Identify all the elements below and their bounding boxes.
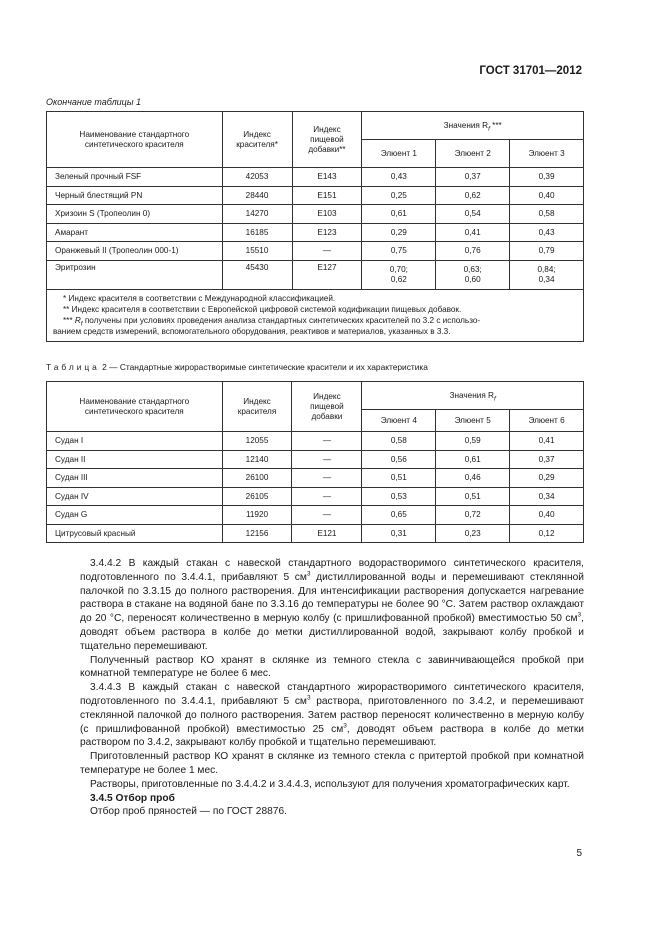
note-2: ** Индекс красителя в соответствии с Европейской цифровой системой кодификации пищевых добавок. <box>63 304 462 314</box>
table-row: Судан III 26100 — 0,51 0,46 0,29 <box>47 469 584 488</box>
table-row: Судан II 12140 — 0,56 0,61 0,37 <box>47 450 584 469</box>
table-row: Судан G 11920 — 0,65 0,72 0,40 <box>47 506 584 525</box>
standard-number: ГОСТ 31701—2012 <box>479 65 582 77</box>
note-3-cont: ванием средств измерений, вспомогательного оборудования, реактивов и материалов, указанных в 3.3. <box>53 326 451 336</box>
table-row: Хризоин S (Тропеолин 0) 14270 E103 0,61 0,54 0,58 <box>47 205 584 224</box>
paragraph-solutions: Растворы, приготовленные по 3.4.4.2 и 3.4.4.3, используют для получения хроматографических карт. <box>90 778 570 790</box>
paragraph-storage-2: Приготовленный раствор КО хранят в склянке из темного стекла с притертой пробкой при комнатной температуре не более 1 мес. <box>80 751 584 776</box>
header-eluent-5: Элюент 5 <box>436 410 510 432</box>
table-row: Черный блестящий PN 28440 E151 0,25 0,62 0,40 <box>47 186 584 205</box>
table-row: Эритрозин 45430 E127 0,70; 0,62 0,63; 0,60 0,84; 0,34 <box>47 260 584 289</box>
table-row: Цитрусовый красный 12156 E121 0,31 0,23 0,12 <box>47 524 584 543</box>
section-heading: 3.4.5 Отбор проб <box>90 792 175 804</box>
header-eluent-4: Элюент 4 <box>362 410 436 432</box>
header-index: Индекс красителя* <box>222 112 292 168</box>
header-index: Индекс красителя <box>222 382 292 432</box>
header-eluent-3: Элюент 3 <box>510 140 584 168</box>
table2-caption: Таблица 2 — Стандартные жирорастворимые синтетические красители и их характеристика <box>46 362 428 372</box>
header-eluent-6: Элюент 6 <box>510 410 584 432</box>
header-food: Индекс пищевой добавки <box>292 382 362 432</box>
table-2 <box>46 381 584 543</box>
table-row: Оранжевый II (Тропеолин 000-1) 15510 — 0,75 0,76 0,79 <box>47 242 584 261</box>
table-row: Судан IV 26105 — 0,53 0,51 0,34 <box>47 487 584 506</box>
header-eluent-2: Элюент 2 <box>436 140 510 168</box>
header-rf: Значения $R_f$ <box>362 382 584 410</box>
table1-caption: Окончание таблицы 1 <box>46 97 141 107</box>
header-eluent-1: Элюент 1 <box>362 140 436 168</box>
table-row: Амарант 16185 E123 0,29 0,41 0,43 <box>47 223 584 242</box>
header-rf: Значения $R_f$ *** <box>362 112 584 140</box>
page-number: 5 <box>576 848 582 859</box>
body-text <box>80 557 584 819</box>
header-name: Наименование стандартного синтетического красителя <box>47 112 223 168</box>
note-3: *** $R_f$ получены при условиях проведения анализа стандартных синтетических красителей по 3.2 с использо- <box>63 315 481 328</box>
paragraph-sampling: Отбор проб пряностей — по ГОСТ 28876. <box>90 806 287 818</box>
table-row: Судан I 12055 — 0,58 0,59 0,41 <box>47 432 584 451</box>
table-1 <box>46 111 584 342</box>
header-name: Наименование стандартного синтетического красителя <box>47 382 223 432</box>
table-row: Зеленый прочный FSF 42053 E143 0,43 0,37 0,39 <box>47 168 584 187</box>
paragraph-3-4-4-3: 3.4.4.3 В каждый стакан с навеской стандартного жирорастворимого синтетического красителя, подготовленного по 3.4.4.1, прибавляют 5 $см^3$ раствора, приготовленного по 3.4.2, и перемешивают стеклянной палочкой до полного растворения. Затем раствор переносят количественно в мерную колбу (с пришлифованной пробкой) вместимостью 25 $см^3$, доводят объем раствора в колбе до метки раствором по 3.4.2, закрывают колбу пробкой и тщательно перемешивают. <box>80 682 584 749</box>
note-1: * Индекс красителя в соответствии с Международной классификацией. <box>63 293 336 303</box>
paragraph-3-4-4-2: 3.4.4.2 В каждый стакан с навеской стандартного водорастворимого синтетического красителя, подготовленного по 3.4.4.1, прибавляют 5 $см^3$ дистиллированной воды и перемешивают стеклянной палочкой по 3.3.15 до полного растворения. Для интенсификации растворения допускается нагревание раствора в стакане на водяной бане по 3.3.16 до температуры не более 90 °С. Затем раствор охлаждают до 20 °С, переносят количественно в мерную колбу (с пришлифованной пробкой) вместимостью 50 $см^3$, доводят объем раствора в колбе до метки дистиллированной водой, закрывают колбу пробкой и тщательно перемешивают. <box>80 558 584 652</box>
paragraph-storage-1: Полученный раствор КО хранят в склянке из темного стекла с завинчивающейся пробкой при комнатной температуре не более 6 мес. <box>80 654 584 680</box>
header-food: Индекс пищевой добавки** <box>292 112 362 168</box>
table-notes <box>47 289 584 341</box>
